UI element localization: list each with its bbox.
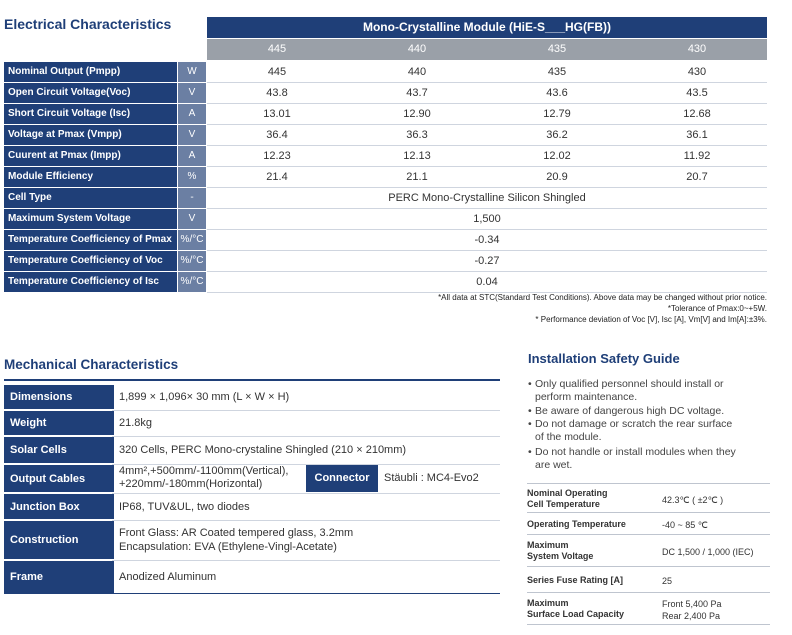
spec-value: Rear 2,400 Pa <box>662 611 721 621</box>
safety-bullet: • Be aware of dangerous high DC voltage. <box>528 405 768 418</box>
electrical-value: 36.1 <box>686 129 708 141</box>
electrical-row-unit: V <box>178 125 206 145</box>
mech-label: Solar Cells <box>4 437 114 463</box>
mech-value: 1,899 × 1,096× 30 mm (L × W × H) <box>119 391 290 403</box>
electrical-value: 43.7 <box>406 87 428 99</box>
electrical-value: 12.79 <box>543 108 571 120</box>
spec-label: Maximum <box>527 598 569 608</box>
model-header-row <box>207 39 767 60</box>
electrical-value: 36.4 <box>266 129 288 141</box>
electrical-row-unit: %/°C <box>178 230 206 250</box>
bullet-line: are wet. <box>535 459 573 471</box>
electrical-value-span: 0.04 <box>476 276 498 288</box>
bullet-line: Only qualified personnel should install or <box>535 378 724 390</box>
electrical-value-span: PERC Mono-Crystalline Silicon Shingled <box>388 192 586 204</box>
electrical-value: 20.7 <box>686 171 708 183</box>
cable-line-2: +220mm/-180mm(Horizontal) <box>119 478 263 490</box>
note-stc: *All data at STC(Standard Test Conditions). Above data may be changed without prior notice. <box>438 293 767 302</box>
spec-value: 42.3℃ ( ±2℃ ) <box>662 495 724 505</box>
electrical-value: 12.13 <box>403 150 431 162</box>
electrical-row-unit: V <box>178 209 206 229</box>
electrical-value-span: -0.27 <box>474 255 500 267</box>
mech-row-dimensions <box>4 385 500 409</box>
divider <box>527 512 770 513</box>
safety-bullet: • Do not damage or scratch the rear surface of the module. <box>528 418 768 444</box>
mech-row-frame <box>4 561 500 593</box>
electrical-value-span: 1,500 <box>473 213 501 225</box>
cable-line-1: 4mm²,+500mm/-1100mm(Vertical), <box>119 465 289 477</box>
divider <box>527 624 770 625</box>
electrical-value: 445 <box>267 66 287 78</box>
mech-label: Weight <box>4 411 114 435</box>
connector-label: Connector <box>306 465 378 492</box>
mech-row-junction-box <box>4 494 500 519</box>
electrical-table <box>0 62 792 292</box>
electrical-row-unit: A <box>178 146 206 166</box>
electrical-row-label: Open Circuit Voltage(Voc) <box>4 83 177 103</box>
electrical-row-label: Temperature Coefficiency of Voc <box>4 251 177 271</box>
electrical-value: 440 <box>407 66 427 78</box>
spec-label: Nominal Operating <box>527 488 608 498</box>
electrical-value: 12.23 <box>263 150 291 162</box>
electrical-row-label: Short Circuit Voltage (Isc) <box>4 104 177 124</box>
spec-value: -40 ~ 85 ℃ <box>662 520 708 530</box>
electrical-value: 12.02 <box>543 150 571 162</box>
electrical-row-label: Nominal Output (Pmpp) <box>4 62 177 82</box>
electrical-row-label: Maximum System Voltage <box>4 209 177 229</box>
mech-value: 320 Cells, PERC Mono-crystaline Shingled (210 × 210mm) <box>119 444 407 456</box>
mech-label: Dimensions <box>4 385 114 409</box>
spec-value: DC 1,500 / 1,000 (IEC) <box>662 547 754 557</box>
electrical-value: 43.8 <box>266 87 288 99</box>
bullet-line: of the module. <box>535 431 602 443</box>
mechanical-title: Mechanical Characteristics <box>4 357 179 372</box>
mech-label: Construction <box>4 521 114 559</box>
mech-row-output-cables <box>4 465 500 492</box>
electrical-row-label: Voltage at Pmax (Vmpp) <box>4 125 177 145</box>
electrical-row-unit: A <box>178 104 206 124</box>
spec-label: Surface Load Capacity <box>527 609 625 619</box>
mechanical-rule <box>4 379 500 381</box>
electrical-value: 12.68 <box>683 108 711 120</box>
spec-value: 25 <box>662 576 673 586</box>
electrical-value: 43.6 <box>546 87 568 99</box>
divider <box>527 566 770 567</box>
spec-label: Operating Temperature <box>527 519 626 529</box>
note-deviation: * Performance deviation of Voc [V], Isc [A], Vm[V] and Im[A]:±3%. <box>535 315 767 324</box>
mech-label: Junction Box <box>4 494 114 519</box>
bullet-line: Do not damage or scratch the rear surface <box>535 418 733 430</box>
mech-value: IP68, TUV&UL, two diodes <box>119 500 250 513</box>
model-430: 430 <box>687 43 707 55</box>
electrical-row-unit: %/°C <box>178 251 206 271</box>
electrical-row-label: Module Efficiency <box>4 167 177 187</box>
note-tolerance: *Tolerance of Pmax:0~+5W. <box>667 304 767 313</box>
construction-line-1: Front Glass: AR Coated tempered glass, 3.2mm <box>119 527 354 539</box>
electrical-value: 36.2 <box>546 129 568 141</box>
electrical-value: 21.4 <box>266 171 288 183</box>
electrical-value: 435 <box>547 66 567 78</box>
divider <box>527 592 770 593</box>
electrical-value: 13.01 <box>263 108 291 120</box>
electrical-row-unit: V <box>178 83 206 103</box>
electrical-row-unit: - <box>178 188 206 208</box>
electrical-row-label: Cell Type <box>4 188 177 208</box>
module-header: Mono-Crystalline Module (HiE-S___HG(FB)) <box>207 17 767 38</box>
electrical-row-unit: W <box>178 62 206 82</box>
mechanical-bottom-rule <box>4 593 500 594</box>
spec-label: System Voltage <box>527 551 594 561</box>
model-445: 445 <box>267 43 287 55</box>
spec-label: Series Fuse Rating [A] <box>527 575 624 585</box>
mech-row-solar-cells <box>4 437 500 463</box>
electrical-value: 12.90 <box>403 108 431 120</box>
installation-title: Installation Safety Guide <box>528 351 680 366</box>
safety-bullet: • Do not handle or install modules when they are wet. <box>528 446 768 472</box>
electrical-value-span: -0.34 <box>474 234 500 246</box>
construction-line-2: Encapsulation: EVA (Ethylene-Vingl-Acetate) <box>119 541 337 553</box>
electrical-row-label: Temperature Coefficiency of Pmax <box>4 230 177 250</box>
bullet-line: perform maintenance. <box>535 391 638 403</box>
spec-label: Maximum <box>527 540 569 550</box>
mech-row-weight <box>4 411 500 435</box>
electrical-value: 11.92 <box>683 150 711 162</box>
electrical-value: 20.9 <box>546 171 568 183</box>
connector-value: Stäubli : MC4-Evo2 <box>384 472 479 484</box>
electrical-row-unit: % <box>178 167 206 187</box>
mech-value <box>119 465 288 491</box>
bullet-line: Do not handle or install modules when they <box>535 446 736 458</box>
electrical-row-label: Cuurent at Pmax (Impp) <box>4 146 177 166</box>
spec-value: Front 5,400 Pa <box>662 599 722 609</box>
electrical-row-unit: %/°C <box>178 272 206 292</box>
mech-label: Frame <box>4 561 114 593</box>
model-440: 440 <box>407 43 427 55</box>
electrical-value: 21.1 <box>406 171 428 183</box>
electrical-value: 36.3 <box>406 129 428 141</box>
mech-label: Output Cables <box>4 465 114 492</box>
mech-row-construction <box>4 521 500 559</box>
bullet-line: Be aware of dangerous high DC voltage. <box>535 405 725 417</box>
divider <box>527 483 770 484</box>
divider <box>527 534 770 535</box>
electrical-row-label: Temperature Coefficiency of Isc <box>4 272 177 292</box>
mech-value: Anodized Aluminum <box>119 571 217 583</box>
safety-bullet: • Only qualified personnel should install or perform maintenance. <box>528 378 768 404</box>
mech-value <box>119 526 353 554</box>
electrical-value: 43.5 <box>686 87 708 99</box>
mech-value: 21.8kg <box>119 417 153 429</box>
model-435: 435 <box>547 43 567 55</box>
spec-label: Cell Temperature <box>527 499 600 509</box>
electrical-title: Electrical Characteristics <box>4 16 172 32</box>
electrical-value: 430 <box>687 66 707 78</box>
